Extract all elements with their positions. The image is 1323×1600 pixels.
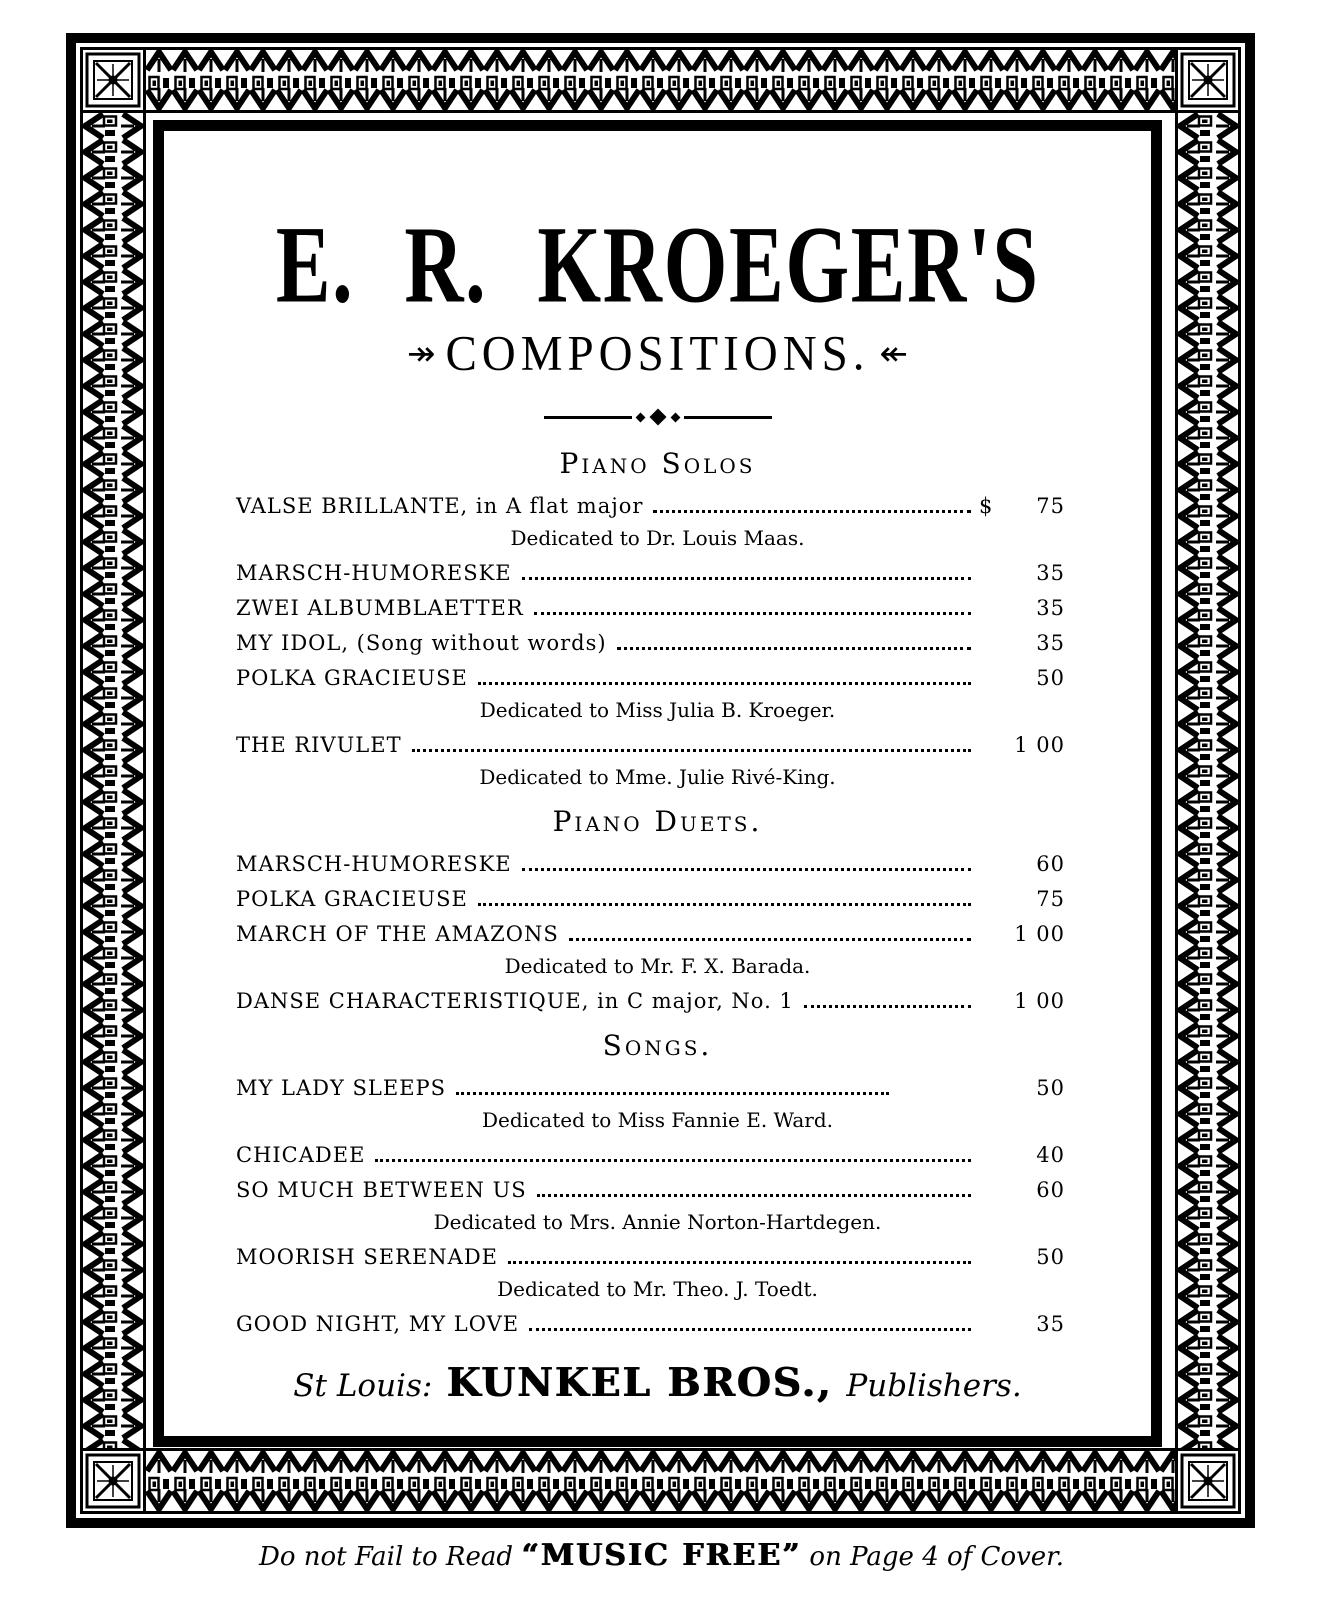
footer-text-prefix: Do not Fail to Read bbox=[258, 1542, 522, 1572]
price-value: 75 bbox=[1036, 887, 1065, 911]
list-item bbox=[164, 494, 1151, 518]
dot-leader bbox=[569, 938, 971, 941]
dot-leader bbox=[412, 749, 971, 752]
item-price bbox=[979, 1245, 1065, 1269]
price-value: 35 bbox=[1036, 1312, 1065, 1336]
item-title: SO MUCH BETWEEN US bbox=[236, 1178, 527, 1202]
dot-leader bbox=[653, 510, 971, 513]
dot-leader bbox=[804, 1005, 971, 1008]
divider-line bbox=[684, 416, 772, 419]
item-title: MY LADY SLEEPS bbox=[236, 1076, 447, 1100]
dot-leader bbox=[478, 903, 971, 906]
price-value: 40 bbox=[1036, 1143, 1065, 1167]
dot-leader bbox=[508, 1261, 971, 1264]
item-price bbox=[979, 989, 1065, 1013]
dot-leader bbox=[522, 868, 971, 871]
section-heading-piano-duets: Piano Duets. bbox=[552, 805, 763, 838]
page-title-text: E. R. KROEGER'S bbox=[275, 203, 1040, 326]
divider-diamond-icon bbox=[635, 412, 645, 422]
piano-solos-list bbox=[164, 494, 1151, 789]
lace-border-strip bbox=[1175, 113, 1241, 1448]
item-price bbox=[979, 494, 1065, 518]
dedication: Dedicated to Miss Julia B. Kroeger. bbox=[479, 698, 836, 722]
list-item bbox=[164, 561, 1151, 585]
list-item bbox=[164, 666, 1151, 690]
dedication: Dedicated to Mr. Theo. J. Toedt. bbox=[497, 1277, 818, 1301]
list-item bbox=[164, 1076, 1151, 1100]
item-price bbox=[979, 887, 1065, 911]
item-title: POLKA GRACIEUSE bbox=[236, 887, 468, 911]
item-price bbox=[979, 733, 1065, 757]
divider-line bbox=[544, 416, 632, 419]
list-item bbox=[164, 1245, 1151, 1269]
publisher-line bbox=[164, 1360, 1151, 1406]
price-value: 35 bbox=[1036, 596, 1065, 620]
list-item bbox=[164, 733, 1151, 757]
lace-border-strip bbox=[146, 1448, 1175, 1514]
price-value: 1 00 bbox=[1014, 989, 1065, 1013]
footer-highlight: “MUSIC FREE” bbox=[521, 1538, 802, 1573]
price-value: 1 00 bbox=[1014, 733, 1065, 757]
lace-border-strip bbox=[146, 47, 1175, 113]
section-heading-songs: Songs. bbox=[602, 1029, 713, 1062]
price-value: 1 00 bbox=[1014, 922, 1065, 946]
item-title: GOOD NIGHT, MY LOVE bbox=[236, 1312, 520, 1336]
section-heading-piano-solos: Piano Solos bbox=[559, 447, 756, 480]
border-corner-rosette bbox=[1175, 1448, 1241, 1514]
item-price bbox=[979, 596, 1065, 620]
item-title: MOORISH SERENADE bbox=[236, 1245, 498, 1269]
item-title: MARSCH-HUMORESKE bbox=[236, 852, 512, 876]
list-item bbox=[164, 596, 1151, 620]
list-item bbox=[164, 922, 1151, 946]
price-value: 35 bbox=[1036, 631, 1065, 655]
list-item bbox=[164, 989, 1151, 1013]
price-value: 50 bbox=[1036, 1245, 1065, 1269]
dedication: Dedicated to Mr. F. X. Barada. bbox=[504, 954, 811, 978]
list-item bbox=[164, 1312, 1151, 1336]
subtitle: COMPOSITIONS. bbox=[445, 326, 870, 382]
list-item bbox=[164, 1143, 1151, 1167]
item-price bbox=[979, 852, 1065, 876]
item-title: MY IDOL, (Song without words) bbox=[236, 631, 607, 655]
dot-leader bbox=[529, 1328, 971, 1331]
item-title: MARCH OF THE AMAZONS bbox=[236, 922, 559, 946]
price-value: 35 bbox=[1036, 561, 1065, 585]
item-title: THE RIVULET bbox=[236, 733, 402, 757]
price-value: 60 bbox=[1036, 852, 1065, 876]
publisher-role: Publishers. bbox=[846, 1368, 1022, 1404]
price-value: 50 bbox=[1036, 666, 1065, 690]
divider-ornament bbox=[164, 411, 1151, 423]
list-item bbox=[164, 852, 1151, 876]
divider-diamond-icon bbox=[670, 412, 680, 422]
lace-border-strip bbox=[80, 113, 146, 1448]
page-title bbox=[164, 203, 1151, 326]
dot-leader bbox=[375, 1159, 971, 1162]
dot-leader bbox=[478, 682, 971, 685]
item-title: ZWEI ALBUMBLAETTER bbox=[236, 596, 524, 620]
item-title: POLKA GRACIEUSE bbox=[236, 666, 468, 690]
item-price bbox=[979, 1178, 1065, 1202]
list-item bbox=[164, 887, 1151, 911]
item-price bbox=[979, 666, 1065, 690]
border-corner-rosette bbox=[80, 47, 146, 113]
item-price bbox=[979, 1076, 1065, 1100]
dedication: Dedicated to Mrs. Annie Norton-Hartdegen. bbox=[433, 1210, 882, 1234]
publisher-name: KUNKEL BROS., bbox=[446, 1360, 833, 1406]
dot-leader bbox=[534, 612, 971, 615]
price-value: 50 bbox=[1036, 1076, 1065, 1100]
dot-leader bbox=[537, 1194, 971, 1197]
dedication: Dedicated to Mme. Julie Rivé-King. bbox=[479, 765, 836, 789]
item-price bbox=[979, 631, 1065, 655]
arrow-right-ornament-icon: ↠ bbox=[406, 334, 436, 374]
piano-duets-list bbox=[164, 852, 1151, 1013]
arrow-left-ornament-icon: ↞ bbox=[879, 334, 909, 374]
divider-diamond-icon bbox=[649, 409, 666, 426]
dot-leader bbox=[617, 647, 971, 650]
price-value: 75 bbox=[1036, 494, 1065, 518]
item-title: DANSE CHARACTERISTIQUE, in C major, No. 1 bbox=[236, 989, 794, 1013]
item-price bbox=[979, 922, 1065, 946]
border-corner-rosette bbox=[80, 1448, 146, 1514]
dedication: Dedicated to Miss Fannie E. Ward. bbox=[482, 1108, 833, 1132]
price-value: 60 bbox=[1036, 1178, 1065, 1202]
item-title: CHICADEE bbox=[236, 1143, 366, 1167]
content-area bbox=[164, 131, 1151, 1436]
list-item bbox=[164, 1178, 1151, 1202]
subtitle-row bbox=[164, 327, 1151, 381]
songs-list bbox=[164, 1076, 1151, 1336]
item-price bbox=[979, 1312, 1065, 1336]
currency-sign: $ bbox=[979, 494, 994, 518]
list-item bbox=[164, 631, 1151, 655]
dedication: Dedicated to Dr. Louis Maas. bbox=[510, 526, 805, 550]
dot-leader bbox=[456, 1092, 889, 1095]
publisher-city: St Louis: bbox=[293, 1368, 433, 1404]
item-price bbox=[979, 1143, 1065, 1167]
dot-leader bbox=[522, 577, 971, 580]
item-title: MARSCH-HUMORESKE bbox=[236, 561, 512, 585]
item-price bbox=[979, 561, 1065, 585]
footer-caption bbox=[0, 1538, 1323, 1573]
item-title: VALSE BRILLANTE, in A flat major bbox=[236, 494, 644, 518]
footer-text-suffix: on Page 4 of Cover. bbox=[801, 1542, 1065, 1572]
border-corner-rosette bbox=[1175, 47, 1241, 113]
